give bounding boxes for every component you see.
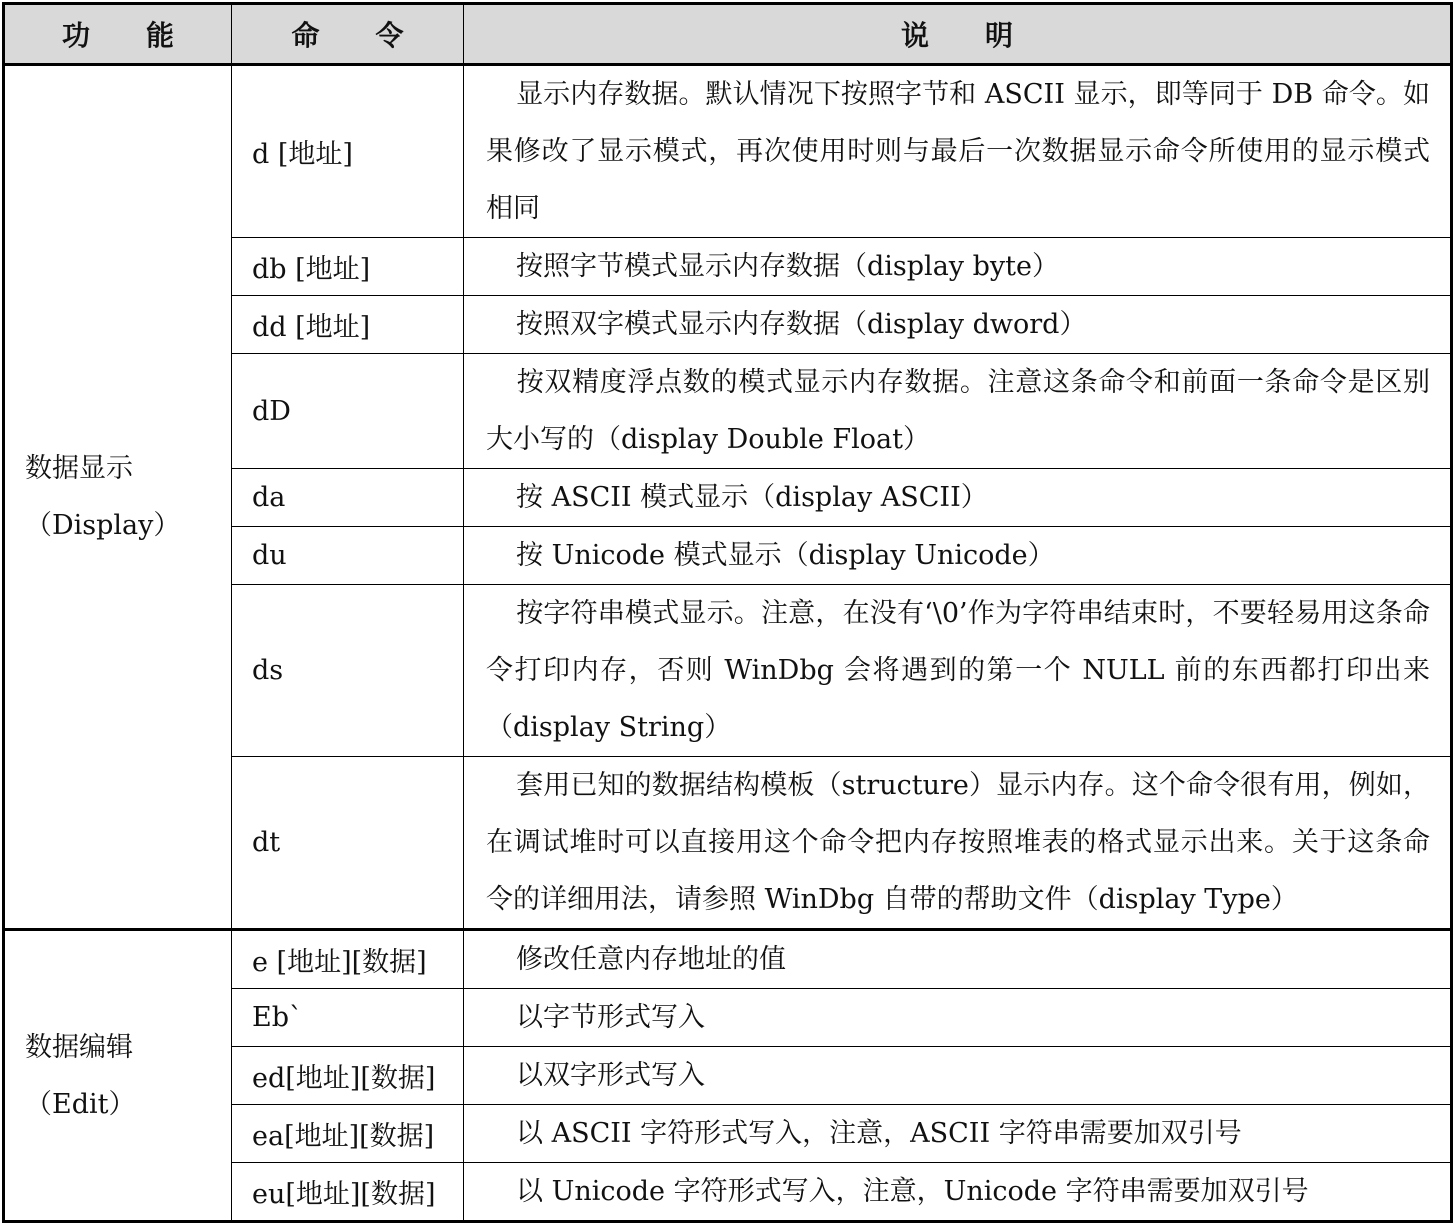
command-cell: e [地址][数据] — [232, 930, 464, 989]
function-subtitle: （Edit） — [25, 1088, 136, 1120]
function-name: 数据编辑 — [25, 1031, 133, 1063]
header-description: 说 明 — [464, 4, 1452, 65]
description-cell: 按字符串模式显示。注意，在没有‘\0’作为字符串结束时，不要轻易用这条命令打印内存，否则 WinDbg 会将遇到的第一个 NULL 前的东西都打印出来（display String） — [464, 585, 1452, 757]
function-name: 数据显示 — [25, 453, 133, 484]
description-cell: 按双精度浮点数的模式显示内存数据。注意这条命令和前面一条命令是区别大小写的（display Double Float） — [464, 354, 1452, 469]
description-cell: 按 ASCII 模式显示（display ASCII） — [464, 469, 1452, 527]
command-cell: du — [232, 527, 464, 585]
command-cell: ds — [232, 585, 464, 757]
table-row — [4, 930, 1452, 989]
command-cell: dt — [232, 757, 464, 930]
description-cell: 以 ASCII 字符形式写入，注意，ASCII 字符串需要加双引号 — [464, 1105, 1452, 1163]
command-cell: dd [地址] — [232, 296, 464, 354]
description-cell: 修改任意内存地址的值 — [464, 930, 1452, 989]
command-cell: dD — [232, 354, 464, 469]
command-cell: da — [232, 469, 464, 527]
description-cell: 按照双字模式显示内存数据（display dword） — [464, 296, 1452, 354]
header-function: 功 能 — [4, 4, 232, 65]
description-cell: 以双字形式写入 — [464, 1047, 1452, 1105]
command-table — [2, 2, 1453, 1223]
header-command: 命 令 — [232, 4, 464, 65]
command-cell: db [地址] — [232, 238, 464, 296]
command-cell: eu[地址][数据] — [232, 1163, 464, 1222]
command-cell: d [地址] — [232, 65, 464, 238]
description-cell: 以字节形式写入 — [464, 989, 1452, 1047]
description-cell: 以 Unicode 字符形式写入，注意，Unicode 字符串需要加双引号 — [464, 1163, 1452, 1222]
command-cell: ea[地址][数据] — [232, 1105, 464, 1163]
description-cell: 显示内存数据。默认情况下按照字节和 ASCII 显示，即等同于 DB 命令。如果修改了显示模式，再次使用时则与最后一次数据显示命令所使用的显示模式相同 — [464, 65, 1452, 238]
description-cell: 套用已知的数据结构模板（structure）显示内存。这个命令很有用，例如，在调试堆时可以直接用这个命令把内存按照堆表的格式显示出来。关于这条命令的详细用法，请参照 WinDbg 自带的帮助文件（display Type） — [464, 757, 1452, 930]
function-cell-edit — [4, 930, 232, 1222]
command-cell: ed[地址][数据] — [232, 1047, 464, 1105]
description-cell: 按 Unicode 模式显示（display Unicode） — [464, 527, 1452, 585]
command-cell: Eb` — [232, 989, 464, 1047]
function-subtitle: （Display） — [25, 510, 181, 541]
header-row — [4, 4, 1452, 65]
description-cell: 按照字节模式显示内存数据（display byte） — [464, 238, 1452, 296]
function-cell-display — [4, 65, 232, 930]
table-row — [4, 65, 1452, 238]
